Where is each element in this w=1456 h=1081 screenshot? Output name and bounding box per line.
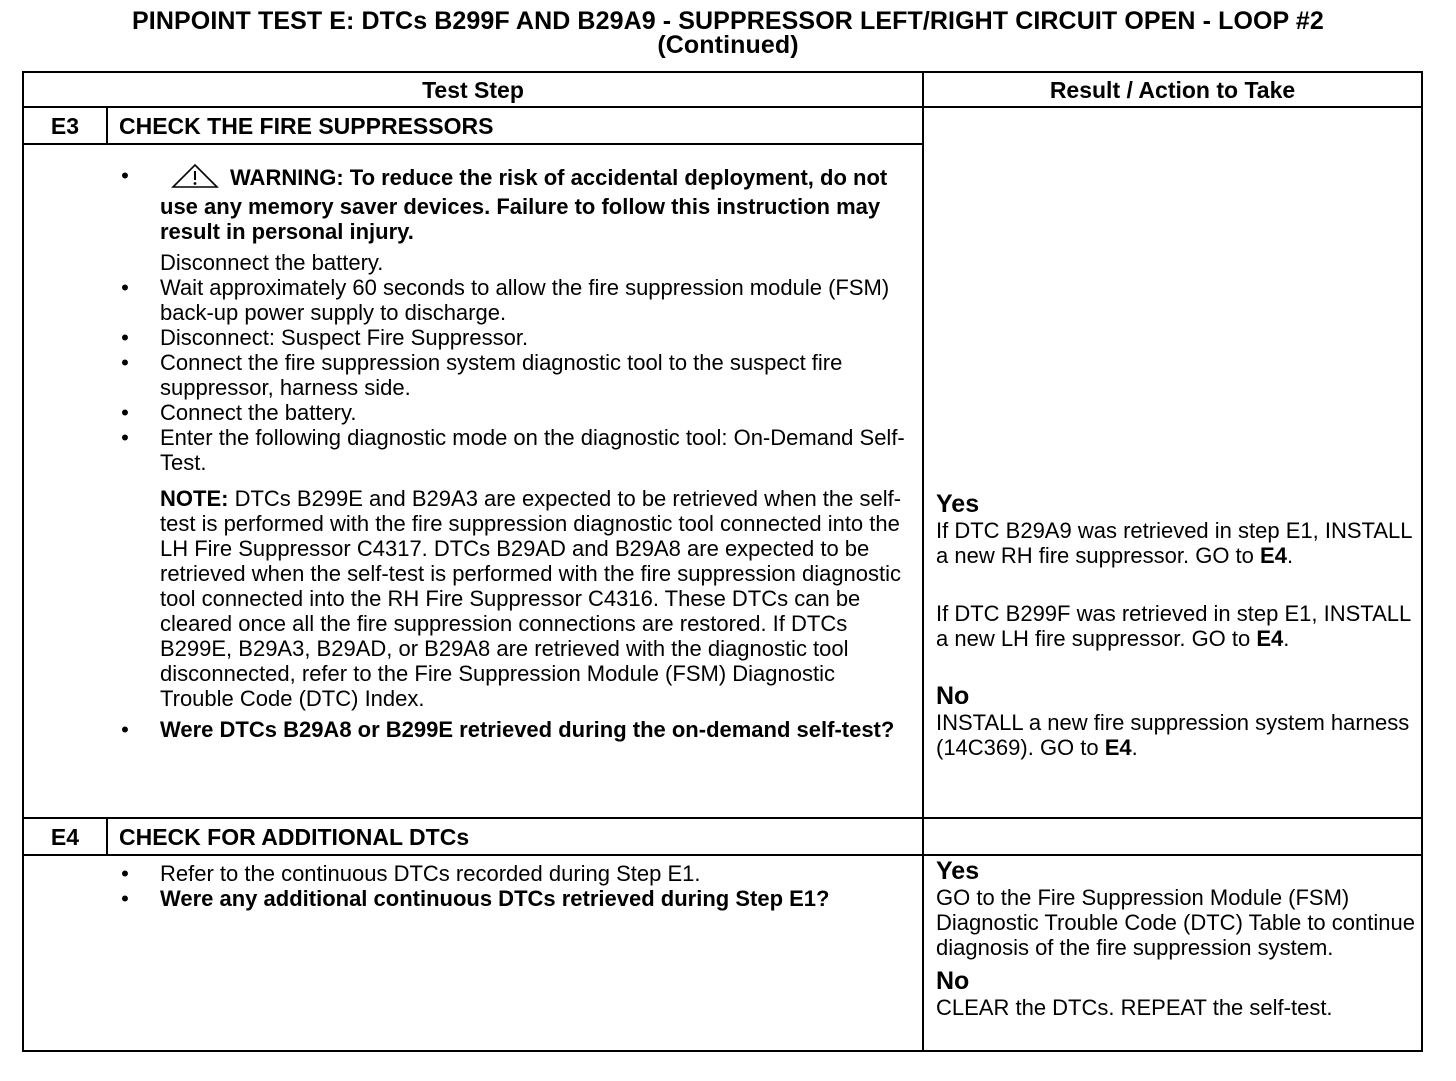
e4-question: • Were any additional continuous DTCs retrieved during Step E1? (121, 886, 830, 911)
bullet: • (121, 163, 129, 188)
e3-step-id: E3 (50, 113, 80, 139)
e3-note (118, 486, 908, 711)
e3-bullet-2: • Disconnect: Suspect Fire Suppressor. (121, 325, 529, 350)
e4-no-label: No (936, 967, 970, 995)
e3-yes-label: Yes (936, 490, 980, 518)
e3-title-underline (24, 143, 922, 145)
e4-no-action: CLEAR the DTCs. REPEAT the self-test. (936, 995, 1333, 1020)
e3-no-label: No (936, 682, 970, 710)
e4-id-divider (106, 819, 108, 856)
e3-question: • Were DTCs B29A8 or B299E retrieved during the on-demand self-test? (121, 717, 895, 742)
note-label: NOTE: (160, 486, 229, 511)
warning-triangle-icon (170, 163, 220, 194)
e3-warning-text: WARNING: To reduce the risk of accidental deployment, do not use any memory saver devices. Failure to follow this instruction may result in personal injury. (160, 165, 888, 244)
e3-bullet-4: • Connect the battery. (121, 400, 357, 425)
e4-yes-label: Yes (936, 857, 980, 885)
e3-no-action: INSTALL a new fire suppression system harness (14C369). GO to E4. (936, 710, 1410, 760)
e3-step-title: CHECK THE FIRE SUPPRESSORS (119, 113, 494, 139)
header-test-step: Test Step (24, 73, 922, 108)
e4-yes-action: GO to the Fire Suppression Module (FSM) Diagnostic Trouble Code (DTC) Table to continue diagnosis of the fire suppression system. (936, 885, 1415, 960)
header-result: Result / Action to Take (924, 73, 1421, 108)
e3-e4-separator (24, 817, 1421, 819)
e3-yes-action-2: If DTC B299F was retrieved in step E1, INSTALL a new LH fire suppressor. GO to E4. (936, 601, 1411, 651)
e4-bullet-1: • Refer to the continuous DTCs recorded during Step E1. (121, 861, 701, 886)
page-title (0, 9, 1456, 57)
title-line-2: (Continued) (657, 31, 799, 59)
e3-step-body (118, 163, 908, 742)
e3-yes-action-1: If DTC B29A9 was retrieved in step E1, INSTALL a new RH fire suppressor. GO to E4. (936, 518, 1412, 568)
title-line-1: PINPOINT TEST E: DTCs B299F AND B29A9 - SUPPRESSOR LEFT/RIGHT CIRCUIT OPEN - LOOP #2 (132, 7, 1324, 35)
pinpoint-test-table (22, 71, 1423, 1052)
e3-bullet-3: • Connect the fire suppression system diagnostic tool to the suspect fire suppressor, harness side. (121, 350, 843, 400)
e3-bullet-1: • Wait approximately 60 seconds to allow the fire suppression module (FSM) back-up power supply to discharge. (121, 275, 890, 325)
e3-bullet-5: • Enter the following diagnostic mode on the diagnostic tool: On-Demand Self-Test. (121, 425, 905, 475)
e3-warning-after: Disconnect the battery. (160, 250, 384, 275)
e4-step-id: E4 (50, 824, 80, 850)
e4-results (936, 858, 1418, 1020)
e3-results (936, 491, 1414, 760)
e4-step-title: CHECK FOR ADDITIONAL DTCs (119, 824, 470, 850)
e3-id-divider (106, 108, 108, 145)
e4-title-underline (24, 854, 1421, 856)
e3-warning-item (118, 163, 908, 275)
column-divider (922, 73, 924, 1050)
e4-step-body (118, 861, 908, 911)
note-text: DTCs B299E and B29A3 are expected to be retrieved when the self-test is performed with the fire suppression diagnostic tool connected into the LH Fire Suppressor C4317. DTCs B29AD and B29A8 are expected to be retrieved when the self-test is performed with the fire suppression diagnostic tool connected into the RH Fire Suppressor C4316. These DTCs can be cleared once all the fire suppression connections are restored. If DTCs B299E, B29A3, B29AD, or B29A8 are retrieved with the diagnostic tool disconnected, refer to the Fire Suppression Module (FSM) Diagnostic Trouble Code (DTC) Index. (160, 486, 902, 711)
